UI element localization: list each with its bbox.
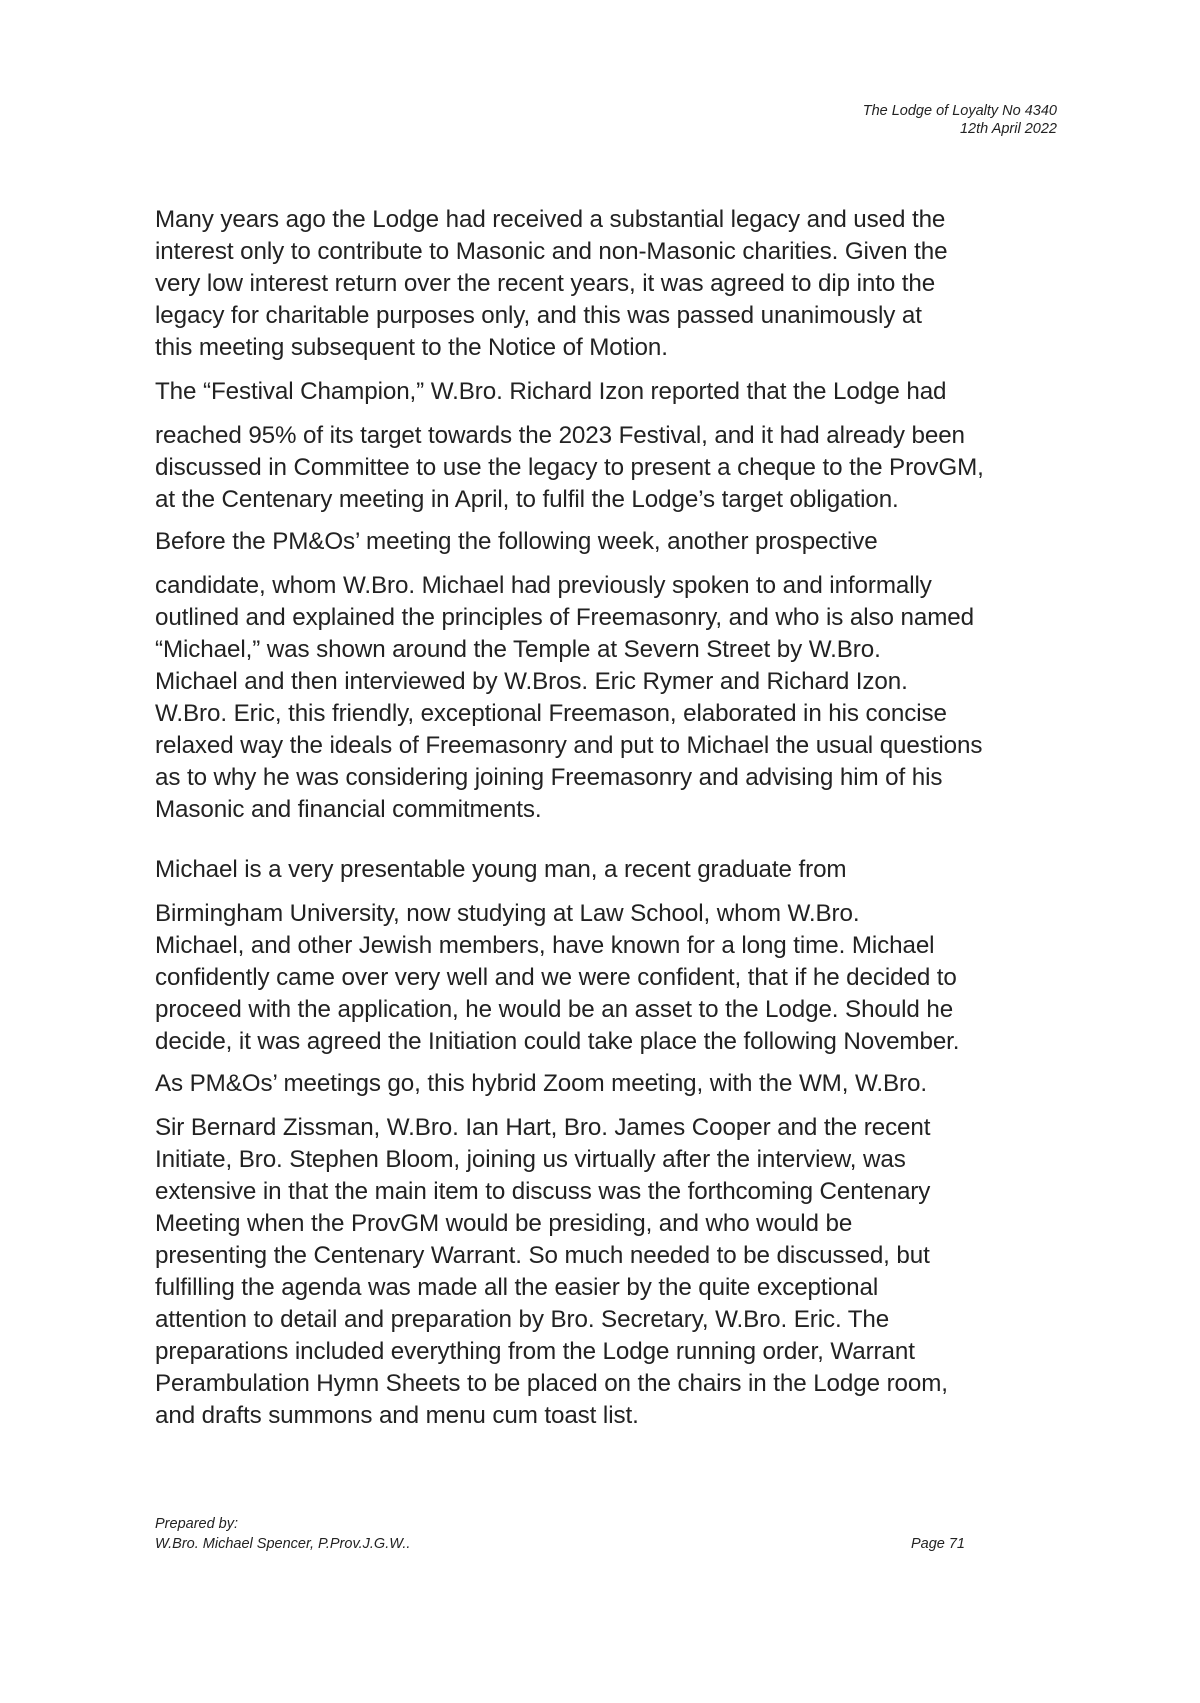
text-line: Michael is a very presentable young man, a recent graduate from — [155, 856, 847, 883]
text-line: Masonic and financial commitments. — [155, 796, 542, 823]
text-line: “Michael,” was shown around the Temple at Severn Street by W.Bro. — [155, 636, 881, 663]
text-line: Initiate, Bro. Stephen Bloom, joining us virtually after the interview, was — [155, 1146, 906, 1173]
author-name: W.Bro. Michael Spencer, P.Prov.J.G.W.. — [155, 1536, 411, 1552]
page-footer — [155, 1514, 965, 1554]
prepared-by-label: Prepared by: — [155, 1516, 239, 1532]
paragraph-michael-university — [155, 898, 1075, 1058]
paragraph-festival-champion — [155, 376, 1075, 408]
text-line: Perambulation Hymn Sheets to be placed on the chairs in the Lodge room, — [155, 1370, 948, 1397]
paragraph-pmos-meeting — [155, 526, 1075, 558]
text-line: Michael and then interviewed by W.Bros. Eric Rymer and Richard Izon. — [155, 668, 908, 695]
text-line: The “Festival Champion,” W.Bro. Richard Izon reported that the Lodge had — [155, 378, 947, 405]
paragraph-meeting-attendees — [155, 1112, 1075, 1432]
lodge-name: The Lodge of Loyalty No 4340 — [862, 103, 1057, 119]
text-line: interest only to contribute to Masonic and non-Masonic charities. Given the — [155, 238, 948, 265]
text-line: at the Centenary meeting in April, to fulfil the Lodge’s target obligation. — [155, 486, 899, 513]
text-line: presenting the Centenary Warrant. So much needed to be discussed, but — [155, 1242, 930, 1269]
text-line: extensive in that the main item to discuss was the forthcoming Centenary — [155, 1178, 931, 1205]
header-date: 12th April 2022 — [959, 121, 1057, 137]
text-line: relaxed way the ideals of Freemasonry and put to Michael the usual questions — [155, 732, 983, 759]
page-number: Page 71 — [910, 1536, 965, 1552]
body-text — [155, 204, 1075, 1432]
text-line: this meeting subsequent to the Notice of Motion. — [155, 334, 668, 361]
paragraph-candidate — [155, 570, 1075, 826]
text-line: attention to detail and preparation by Bro. Secretary, W.Bro. Eric. The — [155, 1306, 890, 1333]
text-line: Birmingham University, now studying at Law School, whom W.Bro. — [155, 900, 860, 927]
paragraph-zoom-meeting — [155, 1068, 1075, 1100]
page-header — [863, 102, 1057, 138]
text-line: decide, it was agreed the Initiation could take place the following November. — [155, 1028, 960, 1055]
text-line: confidently came over very well and we were confident, that if he decided to — [155, 964, 957, 991]
paragraph-festival-target — [155, 420, 1075, 516]
text-line: preparations included everything from the Lodge running order, Warrant — [155, 1338, 915, 1365]
paragraph-michael-graduate — [155, 854, 1075, 886]
text-line: and drafts summons and menu cum toast list. — [155, 1402, 639, 1429]
text-line: discussed in Committee to use the legacy to present a cheque to the ProvGM, — [155, 454, 984, 481]
text-line: legacy for charitable purposes only, and this was passed unanimously at — [155, 302, 922, 329]
text-line: reached 95% of its target towards the 2023 Festival, and it had already been — [155, 422, 965, 449]
text-line: Many years ago the Lodge had received a substantial legacy and used the — [155, 206, 946, 233]
text-line: very low interest return over the recent years, it was agreed to dip into the — [155, 270, 936, 297]
text-line: as to why he was considering joining Freemasonry and advising him of his — [155, 764, 943, 791]
text-line: Sir Bernard Zissman, W.Bro. Ian Hart, Bro. James Cooper and the recent — [155, 1114, 931, 1141]
text-line: outlined and explained the principles of Freemasonry, and who is also named — [155, 604, 974, 631]
text-line: Meeting when the ProvGM would be presiding, and who would be — [155, 1210, 853, 1237]
text-line: As PM&Os’ meetings go, this hybrid Zoom meeting, with the WM, W.Bro. — [155, 1070, 927, 1097]
text-line: Michael, and other Jewish members, have known for a long time. Michael — [155, 932, 935, 959]
text-line: fulfilling the agenda was made all the easier by the quite exceptional — [155, 1274, 879, 1301]
text-line: proceed with the application, he would be an asset to the Lodge. Should he — [155, 996, 954, 1023]
text-line: Before the PM&Os’ meeting the following week, another prospective — [155, 528, 878, 555]
paragraph-legacy — [155, 204, 1075, 364]
text-line: W.Bro. Eric, this friendly, exceptional Freemason, elaborated in his concise — [155, 700, 947, 727]
text-line: candidate, whom W.Bro. Michael had previously spoken to and informally — [155, 572, 932, 599]
